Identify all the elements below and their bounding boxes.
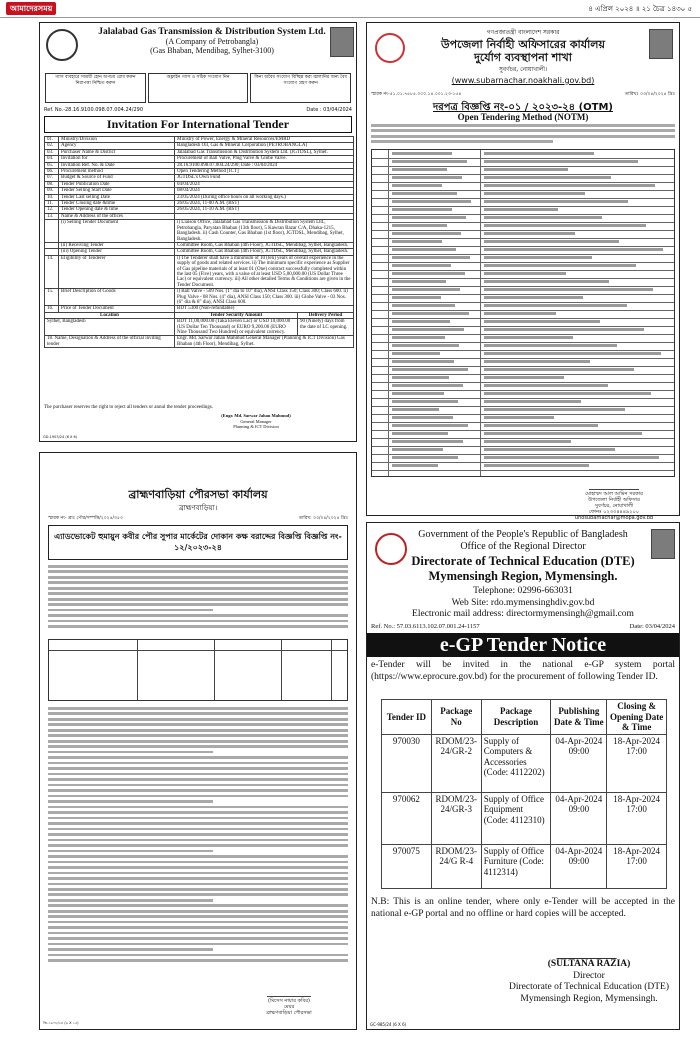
table-cell: (iii) Opening Tender (59, 249, 175, 255)
ref-line (371, 623, 675, 630)
signer-place: সুবর্ণচর, নোয়াখালী (594, 503, 634, 509)
slogan-box: গ্যাস ব্যবহারে সাশ্রয়ী হোন অপচয় রোধ করুন নিরাপত্তা নিশ্চিত করুন (45, 73, 146, 103)
package-description: Supply of Computers & Accessories (Code: 4112202) (481, 734, 551, 792)
footnote: The purchaser reserves the right to reject all tenders or annul the tender proceedings. (44, 405, 214, 410)
shop-table (48, 639, 348, 701)
portrait-photo (651, 529, 675, 559)
table-cell: 06. (45, 169, 59, 175)
intro-paragraph: e-Tender will be invited in the national e-GP system portal (https://www.eprocure.gov.bd) for the procurement of following Tender ID. (371, 660, 675, 682)
table-cell: 08. (45, 181, 59, 187)
terms-paragraphs (48, 707, 348, 987)
table-cell: i) Ball Valve - 509 Nos. (1" dia to 10" dia), ANSI Class 150; Class 300; Class 600. ii) Plug Valve - 08 Nos. (4" dia), ANSI Class 150; Class 300. iii) Globe Valve - 03 Nos. (6" dia & 8" dia), ANSI Class 600. (175, 289, 354, 306)
table-cell: Tender Selling Start Date (59, 188, 175, 194)
table-cell: JGTDSL's Own Fund (175, 175, 354, 181)
region-line: Mymensingh Region, Mymensingh. (428, 569, 618, 583)
signer-name: (মিসেস নায়ার কবির) (268, 998, 310, 1004)
table-cell: 07. (45, 175, 59, 181)
table-cell: Brief Description of Goods (59, 289, 175, 306)
website-link[interactable]: Web Site: rdo.mymensinghdiv.gov.bd (451, 597, 595, 608)
table-cell: Jalalabad Gas Transmission & Distribution System Ltd. (JGTDSL), Sylhet. (175, 149, 354, 155)
closing-date: 18-Apr-2024 17:00 (607, 734, 667, 792)
ref-line (44, 107, 352, 113)
newspaper-masthead (0, 0, 700, 18)
table-header-row (382, 700, 667, 735)
publishing-date: 04-Apr-2024 09:00 (551, 844, 607, 888)
table-cell: Purchaser Name & District (59, 149, 175, 155)
telephone: Telephone: 02996-663031 (473, 586, 573, 596)
table-cell: Sylhet, Bangladesh (45, 319, 175, 336)
memo-number: স্মারক নং-৫১.০১.৭৫৮৫.০০০.১৪.০০১.২৩-১৫৪ (371, 92, 462, 97)
tender-details-table (44, 136, 354, 348)
slogan-box: কিনা অবৈধ সংযোগ বিচ্ছিন্ন করা জ্বালানির জন্য বৈধ সংযোগ গ্রহণ করুন (250, 73, 351, 103)
website-link[interactable]: (www.subarnachar.noakhali.gov.bd) (451, 76, 595, 85)
table-cell: 13. (45, 213, 59, 219)
tender-id: 970030 (382, 734, 432, 792)
column-header: Package Description (481, 700, 551, 735)
notice-title: দরপত্র বিজ্ঞপ্তি নং-০১ / ২০২৩-২৪ (OTM) (432, 102, 613, 113)
memo-line (371, 91, 675, 98)
upazila-tender-ad (366, 22, 680, 521)
office-name: উপজেলা নির্বাহী অফিসারের কার্যালয় (441, 38, 605, 51)
table-cell: Delivery Period (297, 313, 353, 318)
dte-egp-tender-ad (366, 522, 680, 1030)
column-header: Package No (431, 700, 481, 735)
ad-code: GC-985/24 (6 X 6) (370, 1022, 407, 1027)
publishing-date: 04-Apr-2024 09:00 (551, 792, 607, 844)
table-cell: Invitation for (59, 156, 175, 162)
gov-line: গণপ্রজাতন্ত্রী বাংলাদেশ সরকার (486, 29, 560, 36)
slogan-box: অফ্লাইন গ্যাস ও সঠিক সংযোগ নিন (148, 73, 249, 103)
table-cell: Invitation Ref. No. & Date (59, 162, 175, 168)
table-cell (175, 312, 354, 318)
table-cell: 02. (45, 143, 59, 149)
signer-division: Planning & ICT Division (233, 424, 279, 429)
table-cell: 11. (45, 201, 59, 207)
tender-info-grid (371, 149, 675, 477)
table-cell: Budget & Source of Fund (59, 175, 175, 181)
table-row (382, 734, 667, 792)
table-cell: 04. (45, 156, 59, 162)
table-cell: 90 (Ninety) days from the date of LC opening. (297, 319, 353, 335)
table-cell: Agency (59, 143, 175, 149)
org-name: Jalalabad Gas Transmission & Distribution System Ltd. (98, 27, 326, 37)
table-cell: Procurement method (59, 169, 175, 175)
ref-date: Date: 03/04/2024 (629, 623, 675, 630)
table-cell: 15. (45, 289, 59, 306)
jalalabad-logo-icon (46, 29, 78, 61)
table-cell: 12. (45, 207, 59, 213)
signer-name: মোহাম্মদ আল আমিন সরকার (585, 491, 643, 497)
newspaper-logo: আমাদেরসময় (6, 2, 56, 15)
table-cell: BDT 11,00,000.00 (Taka Eleven Lac) or USD 10,000.00 (US Dollar Ten Thousand) or EURO 9,200.00 (EURO Nine Thousand Two Hundred) or equivalent currency. (177, 319, 291, 335)
table-cell: Tender Closing date &time (59, 201, 175, 207)
upazila-header (367, 27, 679, 86)
table-cell: 03. (45, 149, 59, 155)
package-description: Supply of Office Furniture (Code: 4112314) (481, 844, 551, 888)
intro-paragraph (48, 565, 348, 635)
signer-region: Mymensingh Region, Mymensingh. (520, 993, 658, 1004)
signer-phone: ফোনঃ ০২৩৩৪৪৪৯২০০ (588, 509, 640, 515)
closing-date: 18-Apr-2024 17:00 (607, 844, 667, 888)
ref-date: Date : 03/04/2024 (306, 107, 352, 113)
table-cell: Committee Room, Gas Bhaban (4th Floor), JGTDSL, Mendibag, Sylhet, Bangladesh. (175, 242, 354, 248)
table-cell: i) Liaison Office, Jalalabad Gas Transmission & Distribution System Ltd., Petrobangla, Paryatan Bhaban (13th floor), 5 Kawran Bazar C/A, Dhaka-1215, Bangladesh. ii) Cash Counter, Gas Bhaban (1st floor), JGTDSL, Mendibag, Sylhet, Bangladesh. (175, 220, 354, 243)
table-cell: Location (45, 312, 175, 318)
slogan-boxes (44, 73, 352, 103)
method-title: Open Tendering Method (NOTM) (457, 112, 589, 122)
signature-mark (589, 483, 639, 490)
ref-number: Ref. No.: 57.03.6113.102.07.001.24-1157 (371, 623, 480, 630)
signer-email[interactable]: unosubarnachar@mopa.gov.bd (574, 515, 654, 521)
ad-code: GD-1903/24 (6 X 6) (43, 435, 78, 439)
table-cell: Bangladesh Oil, Gas & Mineral Corporation (PETROBANGLA) (175, 143, 354, 149)
dept-name: দুর্যোগ ব্যবস্থাপনা শাখা (474, 51, 572, 64)
table-row (45, 289, 354, 306)
notice-title-box: এ্যাডভোকেট হুমায়ুন কবীর পৌর সুপার মার্কেটের দোকান কক্ষ বরাদ্দের বিজ্ঞপ্তি বিজ্ঞপ্তি নং- ১২/২০২৩-২৪ (48, 525, 348, 560)
signature-block (196, 413, 316, 430)
table-cell: Price of Tender Document (59, 306, 175, 312)
signer-title: উপজেলা নির্বাহী অফিসার (588, 497, 640, 503)
package-no: RDOM/23-24/GR-2 (431, 734, 481, 792)
closing-date: 18-Apr-2024 17:00 (607, 792, 667, 844)
table-cell: 28.16.9100.098.07.004.24/290; Date : 03/04/2024 (175, 162, 354, 168)
table-cell: Committee Room, Gas Bhaban (4th Floor), JGTDSL, Mendibag, Sylhet, Bangladesh. (175, 249, 354, 255)
gov-line: Government of the People's Republic of Bangladesh (418, 529, 628, 540)
table-cell: 18. Name, Designation & Address of the official inviting tender (45, 336, 175, 348)
memo-date: তারিখঃ ০৩/০৪/২০২৪ খ্রিঃ (624, 92, 675, 97)
table-cell: Name & Address of the offices (59, 213, 175, 219)
table-cell: 26/05/2024, 11-10 A.M. (BST) (175, 207, 354, 213)
column-header: Publishing Date & Time (551, 700, 607, 735)
ref-number: Ref. No.-28.16.9100.098.07.004.24/290 (44, 107, 144, 113)
signer-title: মেয়র (283, 1004, 295, 1010)
contact-block (407, 586, 639, 621)
official-row (45, 336, 354, 348)
table-cell: Ministry of Power, Energy & Mineral Resources/EMRD (175, 137, 354, 143)
directorate-name (403, 554, 643, 584)
table-cell: 04/04/2024 (175, 181, 354, 187)
package-no: RDOM/23-24/G R-4 (431, 844, 481, 888)
table-row (45, 220, 354, 243)
table-row (382, 844, 667, 888)
table-cell: Engr. Md. Sarwar Jahan Mahmud General Manager (Planning & ICT Division) Gas Bhaban (4th Floor), Mendibag, Sylhet. (175, 336, 354, 348)
table-row (45, 149, 354, 155)
signature-block (234, 991, 344, 1016)
table-cell: Tender Publication Date (59, 181, 175, 187)
memo-number: স্মারক নং- ব্রাঃ পৌর/সম্পত্তি/২০২৪/৩৫৩ (48, 516, 123, 521)
ad-code: জি-১৯০৮/২৪ (৬ X ১৫) (43, 1021, 79, 1025)
note-paragraph: N.B: This is an online tender, where only e-Tender will be accepted in the national e-GP portal and no offline or hard copies will be accepted. (371, 897, 675, 919)
email-link[interactable]: Electronic mail address: directormymensingh@gmail.com (412, 609, 634, 619)
table-cell (175, 319, 354, 336)
table-cell: BDT 5300 (Non-refundable) (175, 306, 354, 312)
table-cell: 01. (45, 137, 59, 143)
directorate-line: Directorate of Technical Education (DTE) (411, 554, 635, 568)
table-cell: 05. (45, 162, 59, 168)
notice-banner: e-GP Tender Notice (367, 633, 679, 657)
table-cell: 23/05/2024 (During office hours on all working days.) (175, 194, 354, 200)
table-cell: (i) Selling Tender Document (59, 220, 175, 243)
table-cell: 10. (45, 194, 59, 200)
signature-block (497, 945, 681, 1005)
column-header: Closing & Opening Date & Time (607, 700, 667, 735)
table-cell: 26/05/2024, 11-00 A.M. (BST) (175, 201, 354, 207)
signer-name: (SULTANA RAZIA) (547, 959, 631, 969)
intro-paragraph (371, 124, 675, 146)
table-row (45, 249, 354, 255)
table-row (45, 255, 354, 288)
table-cell: Tender Opening date & time (59, 207, 175, 213)
table-cell: 09. (45, 188, 59, 194)
gov-header (407, 529, 639, 553)
package-no: RDOM/23-24/GR-3 (431, 792, 481, 844)
table-row (382, 792, 667, 844)
tender-title: Invitation For International Tender (44, 116, 352, 133)
jalalabad-tender-ad (39, 22, 357, 442)
signer-name: (Engr. Md. Sarwar Jahan Mahmud) (221, 413, 291, 418)
table-cell: 14. (45, 255, 59, 288)
signer-title: Director (573, 970, 605, 981)
tender-id: 970062 (382, 792, 432, 844)
signer-office: Directorate of Technical Education (DTE) (508, 982, 670, 992)
org-subtitle: (A Company of Petrobangla) (165, 37, 259, 46)
memo-line (48, 515, 348, 522)
table-cell (45, 220, 59, 243)
package-description: Supply of Office Equipment (Code: 4112310) (481, 792, 551, 844)
table-cell: Ministry/Division (59, 137, 175, 143)
memo-date: তারিখ: ০৩/০৪/২০২৪ খ্রিঃ (298, 516, 348, 521)
place-name: ব্রাহ্মণবাড়িয়া। (178, 504, 218, 512)
signature-block (559, 483, 669, 521)
table-cell: Tender Security Amount (209, 312, 263, 318)
signature-mark (556, 945, 621, 959)
tender-table (381, 699, 667, 889)
org-address: (Gas Bhaban, Mendibag, Sylhet-3100) (150, 46, 274, 55)
office-name: ব্রাহ্মণবাড়িয়া পৌরসভা কার্যালয় (128, 488, 268, 501)
place-name: সুবর্ণচর, নোয়াখালী। (498, 66, 548, 73)
publishing-date: 04-Apr-2024 09:00 (551, 734, 607, 792)
issue-date-line: ৪ এপ্রিল ২০২৪ ॥ ২১ চৈত্র ১৪৩০ ৫ (588, 5, 692, 13)
tender-id: 970075 (382, 844, 432, 888)
signer-title: General Manager (240, 418, 272, 424)
table-cell: Tender Last selling Date (59, 194, 175, 200)
lot-row (45, 319, 354, 336)
table-row (45, 242, 354, 248)
table-cell: Open Tendering Method [ICT] (175, 169, 354, 175)
brahmanbaria-notice-ad (39, 452, 357, 1030)
signature-mark (267, 991, 311, 997)
table-cell: 08/04/2024 (175, 188, 354, 194)
table-cell: i) The Tenderer shall have a minimum of 10 (ten) years of overall experience in the supply of goods and related services. ii) The minimum specific experience as Supplier of Gas pipeline materials of at least 01 (One) contract successfully completed within the last 05 (Five) years, with a value of at least USD 5,00,000.00 (US Dollar Three Lac) or equivalent currency. iii) All other detailed Terms & Conditions are given in the Tender Document. (175, 255, 354, 288)
signer-office: ব্রাহ্মণবাড়িয়া পৌরসভা (266, 1010, 312, 1016)
jalalabad-header (82, 27, 342, 55)
table-cell: (ii) Receiving Tender (59, 242, 175, 248)
table-cell: 16. (45, 306, 59, 312)
table-cell: Eligibility of Tenderer (59, 255, 175, 288)
column-header: Tender ID (382, 700, 432, 735)
office-line: Office of the Regional Director (460, 541, 586, 552)
table-cell: Procurement of Ball Valve, Plug Valve & Globe Valve. (175, 156, 354, 162)
